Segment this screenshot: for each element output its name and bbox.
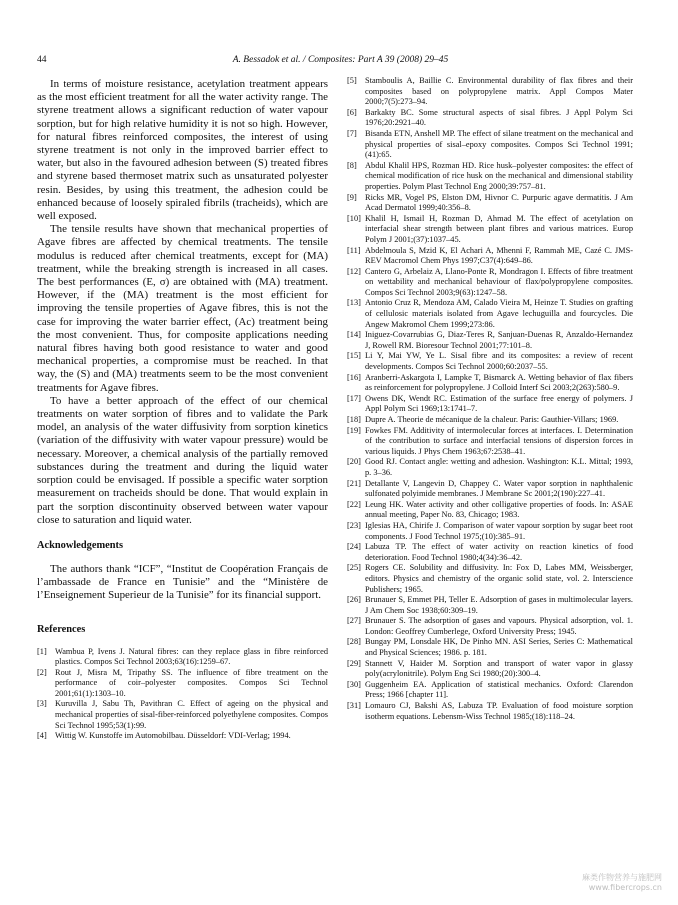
reference-item	[347, 500, 633, 521]
reference-number: [3]	[37, 699, 47, 709]
reference-number: [27]	[347, 616, 361, 626]
reference-item	[347, 193, 633, 214]
reference-number: [26]	[347, 595, 361, 605]
reference-text: Bungay PM, Lonsdale HK, De Pinho MN. ASI Series, Series C: Mathematical and Physical Sciences; 1986. p. 181.	[365, 637, 633, 658]
reference-number: [28]	[347, 637, 361, 647]
watermark	[582, 873, 662, 893]
reference-text: Antonio Cruz R, Mendoza AM, Calado Vieira M, Heinze T. Studies on grafting of cellulosic materials isolated from Agave lechuguilla and fourcycles. Die Angew Makromol Chem 1999;273:86.	[365, 298, 633, 329]
reference-text: Leung HK. Water activity and other colligative properties of foods. In: ASAE annual meeting, Paper No. 83, Chicago; 1983.	[365, 499, 633, 520]
reference-item	[37, 668, 328, 700]
reference-item	[347, 616, 633, 637]
reference-item	[347, 637, 633, 658]
reference-text: Brunauer S. The adsorption of gases and vapours. Physical adsorption, vol. 1. London: Geoffrey Cumberlege, Oxford University Press; 1945.	[365, 616, 633, 636]
acknowledgements-text: The authors thank “ICF”, “Institut de Coopération Français de l’ambassade de France en Tunisie” and the “Ministère de l’Enseignement Superieur de la Tunisie” for its financial support.	[37, 562, 328, 602]
reference-item	[347, 542, 633, 563]
reference-item	[347, 521, 633, 542]
reference-text: Wittig W. Kunstoffe im Automobilbau. Düsseldorf: VDI-Verlag; 1994.	[55, 731, 291, 741]
reference-number: [4]	[37, 731, 47, 741]
reference-text: Barkakty BC. Some structural aspects of sisal fibres. J Appl Polym Sci 1976;20:2921–40.	[365, 107, 633, 128]
reference-text: Rout J, Misra M, Tripathy SS. The influence of fibre treatment on the performance of coir–polyester composites. Compos Sci Technol 2001;61(1):1303–10.	[55, 667, 328, 698]
reference-list-right	[347, 76, 633, 722]
right-column	[347, 76, 633, 722]
reference-text: Brunauer S, Emmet PH, Teller E. Adsorption of gases in multimolecular layers. J Am Chem Soc 1938;60:309–19.	[365, 595, 633, 615]
reference-text: Rogers CE. Solubility and diffusivity. In: Fox D, Labes MM, Weissberger, editors. Physics and chemistry of the organic solid state, vol. 2. Interscience Publishers; 1965.	[365, 563, 633, 594]
reference-item	[347, 394, 633, 415]
reference-number: [23]	[347, 520, 361, 530]
reference-text: Fowkes FM. Additivity of intermolecular forces at interfaces. I. Determination of the contribution to surface and interfacial tensions of dispersion forces in various liquids. J Phys Chem 1963;67:2538–41.	[365, 425, 633, 456]
reference-text: Lomauro CJ, Bakshi AS, Labuza TP. Evaluation of food moisture sorption isotherm equations. Lebensm-Wiss Technol 1985;(18):118–24.	[365, 701, 633, 721]
reference-item	[37, 647, 328, 668]
reference-item	[347, 415, 633, 426]
left-column	[37, 78, 328, 742]
paragraph-future-work: To have a better approach of the effect of our chemical treatments on water sorption of fibres and to validate the Park model, an analysis of the water diffusivity from sorption kinetics (variation of the diffusivity with water vapour pressure) would be necessary. Moreover, a chemical analysis of the partially removed substances during the treatment and during the liquid water sorption could be envisaged. If possible a specific water sorption measurement on tracheids should be done. That would explain in part the sorption discontinuity observed between water vapour close to saturation and liquid water.	[37, 394, 328, 526]
reference-item	[347, 595, 633, 616]
journal-citation: A. Bessadok et al. / Composites: Part A 39 (2008) 29–45	[232, 55, 449, 65]
reference-number: [8]	[347, 160, 357, 170]
reference-item	[37, 731, 328, 742]
reference-text: Abdelmoula S, Mzid K, El Achari A, Mhenni F, Rammah ME, Cazé C. JMS-REV Macromol Chem Phys 1997;C37(4):649–86.	[365, 245, 633, 266]
reference-item	[347, 129, 633, 161]
reference-item	[347, 479, 633, 500]
reference-text: Bisanda ETN, Anshell MP. The effect of silane treatment on the mechanical and physical properties of sisal–epoxy composites. Compos Sci Technol 1991;(41):65.	[365, 128, 633, 160]
reference-item	[347, 426, 633, 458]
reference-item	[347, 161, 633, 193]
page-number: 44	[37, 55, 47, 65]
reference-item	[347, 701, 633, 722]
reference-text: Ricks MR, Vogel PS, Elston DM, Hivnor C. Purpuric agave dermatitis. J Am Acad Dermatol 1999;40:356–8.	[365, 192, 633, 213]
watermark-title: 麻类作物营养与施肥网	[582, 873, 662, 882]
reference-number: [20]	[347, 457, 361, 467]
reference-text: Good RJ. Contact angle: wetting and adhesion. Washington: K.L. Mittal; 1993, p. 3–36.	[365, 457, 633, 477]
reference-number: [15]	[347, 351, 361, 361]
reference-text: Detallante V, Langevin D, Chappey C. Water vapor sorption in naphthalenic sulfonated polyimide membranes. J Membrane Sc 2001;2(190):227–41.	[365, 478, 633, 499]
reference-item	[347, 563, 633, 595]
reference-item	[347, 457, 633, 478]
reference-number: [21]	[347, 478, 361, 488]
acknowledgements-heading: Acknowledgements	[37, 539, 124, 551]
reference-text: Dupre A. Theorie de mécanique de la chaleur. Paris: Gauthier-Villars; 1969.	[365, 415, 619, 424]
reference-item	[347, 298, 633, 330]
reference-item	[347, 108, 633, 129]
references-heading: References	[37, 623, 86, 635]
reference-list-left	[37, 647, 328, 742]
reference-number: [5]	[347, 76, 357, 85]
reference-text: Labuza TP. The effect of water activity on reaction kinetics of food deterioration. Food Technol 1980;4(34):36–42.	[365, 542, 633, 562]
reference-number: [9]	[347, 192, 357, 202]
reference-text: Kuruvilla J, Sabu Th, Pavithran C. Effect of ageing on the physical and mechanical properties of sisal-fiber-reinforced polyethylene composites. Compos Sci Technol 1995;53(1):99.	[55, 699, 328, 730]
reference-number: [19]	[347, 425, 361, 435]
reference-text: Wambua P, Ivens J. Natural fibres: can they replace glass in fibre reinforced plastics. Compos Sci Technol 2003;63(16):1259–67.	[55, 646, 328, 667]
reference-number: [10]	[347, 213, 361, 223]
reference-item	[347, 330, 633, 351]
reference-number: [6]	[347, 107, 357, 117]
reference-item	[347, 659, 633, 680]
reference-text: Guggenheim EA. Application of statistical mechanics. Oxford: Clarendon Press; 1966 [chapter 11].	[365, 679, 633, 700]
reference-number: [16]	[347, 372, 361, 382]
reference-text: Iniguez-Covarrubias G, Diaz-Teres R, Sanjuan-Duenas R, Anzaldo-Hernandez J, Rowell RM. Bioresour Technol 2001;77:101–8.	[365, 330, 633, 350]
paragraph-tensile-results: The tensile results have shown that mechanical properties of Agave fibres are affected by chemical treatments. The tensile modulus is reduced after chemical treatments, except for (MA) treatment, while the breaking strength is increased in all cases. The best performances (E, σ) are obtained with (MA) treatment. However, if the (MA) treatment is the most efficient for improving the tensile properties of Agave fibres, this is not the case for improving the water barrier effect, (Ac) treatment being the most convenient. Thus, for composite applications needing natural fibres having both good resistance to water and good mechanical properties, a compromise must be reached. In that way, the (S) and (MA) treatments seem to be the most convenient treatments for Agave fibres.	[37, 223, 328, 394]
reference-text: Abdul Khalil HPS, Rozman HD. Rice husk–polyester composites: the effect of chemical modification of rice husk on the mechanical and dimensional stability properties. Polym Plast Technol Eng 2000;39:757–81.	[365, 160, 633, 191]
reference-text: Iglesias HA, Chirife J. Comparison of water vapour sorption by sugar beet root components. J Food Technol 1975;(10):385–91.	[365, 520, 633, 541]
watermark-url: www.fibercrops.cn	[588, 883, 662, 892]
reference-number: [12]	[347, 266, 361, 276]
reference-text: Owens DK, Wendt RC. Estimation of the surface free energy of polymers. J Appl Polym Sci 1969;13:1741–7.	[365, 393, 633, 414]
reference-number: [17]	[347, 393, 361, 403]
reference-text: Li Y, Mai YW, Ye L. Sisal fibre and its composites: a review of recent developments. Compos Sci Technol 2000;60:2037–55.	[365, 351, 633, 372]
reference-number: [31]	[347, 701, 361, 711]
reference-number: [30]	[347, 679, 361, 689]
reference-text: Cantero G, Arbelaiz A, Llano-Ponte R, Mondragon I. Effects of fibre treatment on wettability and mechanical behaviour of flax/polypropylene composites. Compos Sci Technol 2003;9(63):1247–58.	[365, 266, 633, 297]
reference-number: [14]	[347, 330, 361, 340]
reference-item	[347, 680, 633, 701]
reference-number: [29]	[347, 658, 361, 668]
reference-text: Stannett V, Haider M. Sorption and transport of water vapor in glassy poly(acrylonitrile). Polym Eng Sci 1980;(20):300–4.	[365, 658, 633, 679]
reference-item	[37, 699, 328, 731]
reference-item	[347, 267, 633, 299]
reference-item	[347, 351, 633, 372]
running-header	[37, 55, 644, 69]
reference-text: Aranberri-Askargota I, Lampke T, Bismarck A. Wetting behavior of flax fibers as reinforcement for polypropylene. J Colloid Interf Sci 2003;2(263):580–9.	[365, 372, 633, 393]
reference-number: [25]	[347, 563, 361, 573]
reference-item	[347, 214, 633, 246]
reference-item	[347, 76, 633, 108]
reference-text: Khalil H, Ismail H, Rozman D, Ahmad M. The effect of acetylation on interfacial shear strength between plant fibres and various matrices. Europ Polym J 2001;(37):1037–45.	[365, 213, 633, 244]
reference-number: [13]	[347, 298, 361, 308]
reference-number: [7]	[347, 128, 357, 138]
reference-number: [24]	[347, 542, 361, 552]
reference-number: [18]	[347, 415, 361, 424]
reference-item	[347, 246, 633, 267]
reference-text: Stamboulis A, Baillie C. Environmental durability of flax fibres and their composites based on polypropylene matrix. Appl Compos Mater 2000;7(5):273–94.	[365, 76, 633, 107]
reference-item	[347, 373, 633, 394]
reference-number: [2]	[37, 667, 47, 677]
reference-number: [22]	[347, 499, 361, 509]
paragraph-moisture-resistance: In terms of moisture resistance, acetylation treatment appears as the most efficient treatment for all the water activity range. The styrene treatment allows a significant reduction of water vapour sorption, but for high relative humidity it is not so high. However, for natural fibres reinforced composites, the interest of using styrene treatment is not only in the improved barrier effect to water, but also in the favoured adhesion between (S) treated fibres and styrene based thermoset matrix such as unsaturated polyester resin. Besides, by using this treatment, the adhesion could be enhanced because of loosely spiraled fibrils (tracheids), which are well exposed.	[37, 78, 328, 223]
reference-number: [11]	[347, 245, 361, 255]
reference-number: [1]	[37, 646, 47, 656]
